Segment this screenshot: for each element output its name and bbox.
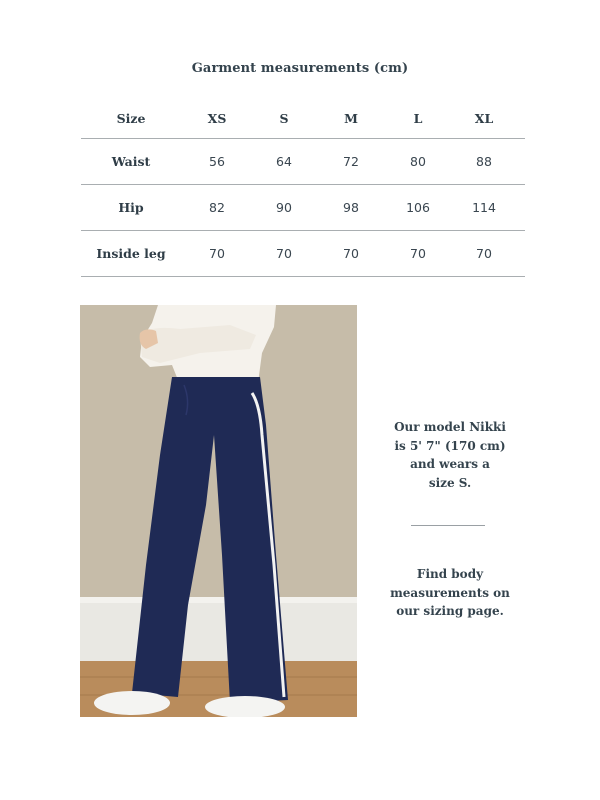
table-cell: 70 [343, 245, 359, 261]
table-cell: 70 [209, 245, 225, 261]
table-cell: 64 [276, 153, 292, 169]
table-cell: 98 [343, 199, 359, 215]
table-row-inside-leg [81, 231, 525, 277]
sizing-page-line: measurements on [390, 585, 510, 600]
model-info-line: and wears a [410, 457, 490, 471]
table-cell: 70 [476, 245, 492, 261]
table-cell: 106 [406, 199, 430, 215]
column-header-xs: XS [207, 111, 227, 126]
model-info-line: is 5' 7" (170 cm) [394, 438, 506, 453]
table-row-waist [81, 139, 525, 185]
table-cell: 70 [276, 245, 292, 261]
table-cell: 80 [410, 153, 426, 169]
model-photo [80, 305, 357, 717]
table-cell: 114 [472, 199, 496, 215]
table-cell: 70 [410, 245, 426, 261]
table-row-hip [81, 185, 525, 231]
column-header-size: Size [116, 111, 146, 126]
table-cell: 88 [476, 153, 492, 169]
model-info-text [372, 418, 528, 492]
divider [411, 525, 485, 526]
column-header-s: S [279, 111, 289, 126]
table-cell: 56 [209, 153, 225, 169]
table-cell: 82 [209, 199, 225, 215]
column-header-m: M [344, 111, 358, 126]
table-cell: 72 [343, 153, 359, 169]
sizing-page-text [372, 565, 528, 621]
table-header-row [81, 100, 525, 139]
row-label: Inside leg [96, 245, 166, 261]
table-cell: 90 [276, 199, 292, 215]
measurements-table [81, 100, 525, 277]
sizing-page-line: Find body [416, 567, 484, 581]
row-label: Waist [111, 153, 151, 169]
model-info-line: Our model Nikki [394, 420, 506, 434]
row-label: Hip [118, 199, 144, 215]
column-header-l: L [413, 111, 423, 126]
page-title: Garment measurements (cm) [191, 61, 409, 76]
model-info-line: size S. [428, 475, 472, 490]
column-header-xl: XL [474, 111, 494, 126]
model-wearing-trousers-image [80, 305, 357, 717]
sizing-page-line: our sizing page. [396, 604, 504, 618]
